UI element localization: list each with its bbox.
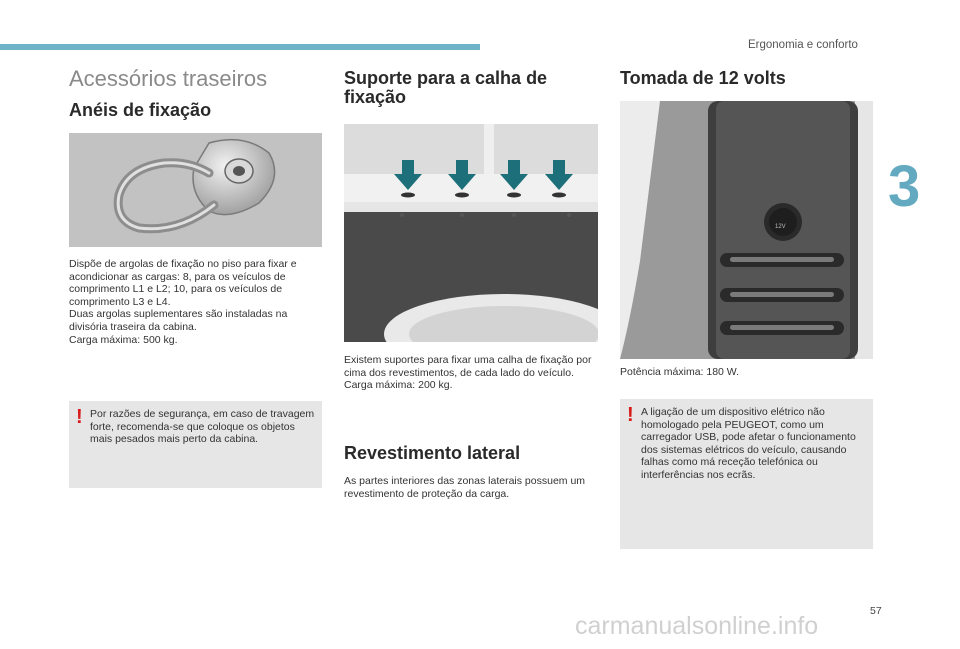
- socket-heading: Tomada de 12 volts: [620, 68, 786, 88]
- socket-photo: [620, 101, 873, 359]
- rings-warning-text: Por razões de segurança, em caso de travagem forte, recomenda-se que coloque os objetos mais pesados mais perto da cabina.: [90, 408, 315, 446]
- lining-text: As partes interiores das zonas laterais possuem um revestimento de proteção da carga.: [344, 475, 586, 500]
- header-accent-bar: [0, 44, 480, 50]
- rail-heading: Suporte para a calha de fixação: [344, 68, 548, 107]
- watermark: carmanualsonline.info: [575, 612, 819, 640]
- socket-warning-box: [620, 399, 873, 549]
- tie-down-ring-illustration: [69, 133, 322, 247]
- rail-photo: [344, 124, 598, 342]
- warning-icon: !: [76, 406, 83, 428]
- section-title: Acessórios traseiros: [69, 66, 268, 91]
- rail-text: Existem suportes para fixar uma calha de fixação por cima dos revestimentos, de cada lado do veículo. Carga máxima: 200 kg.: [344, 354, 592, 392]
- socket-text: Potência máxima: 180 W.: [620, 366, 740, 378]
- page-number: 57: [870, 605, 882, 617]
- lining-heading: Revestimento lateral: [344, 443, 521, 463]
- rings-text: Dispõe de argolas de fixação no piso para fixar e acondicionar as cargas: 8, para os veículos de comprimento L1 e L2; 10, para os veículos de comprimento L3 e L4. Duas argolas suplementares são instaladas na divisória traseira da cabina. Carga máxima: 500 kg.: [69, 258, 297, 346]
- warning-icon: !: [627, 404, 634, 426]
- socket-plug-label: 12V: [775, 224, 786, 230]
- rings-photo: [69, 133, 322, 247]
- rings-heading: Anéis de fixação: [69, 100, 212, 120]
- socket-warning-text: A ligação de um dispositivo elétrico não homologado pela PEUGEOT, como um carregador USB, pode afetar o funcionamento dos sistemas elétricos do veículo, causando falhas como má receção telefónica ou interferências nos ecrãs.: [641, 406, 856, 481]
- power-socket-illustration: [620, 101, 873, 359]
- chapter-title: Ergonomia e conforto: [748, 39, 858, 51]
- rings-warning-box: [69, 401, 322, 488]
- chapter-number: 3: [888, 154, 921, 219]
- rail-support-illustration: [344, 124, 598, 342]
